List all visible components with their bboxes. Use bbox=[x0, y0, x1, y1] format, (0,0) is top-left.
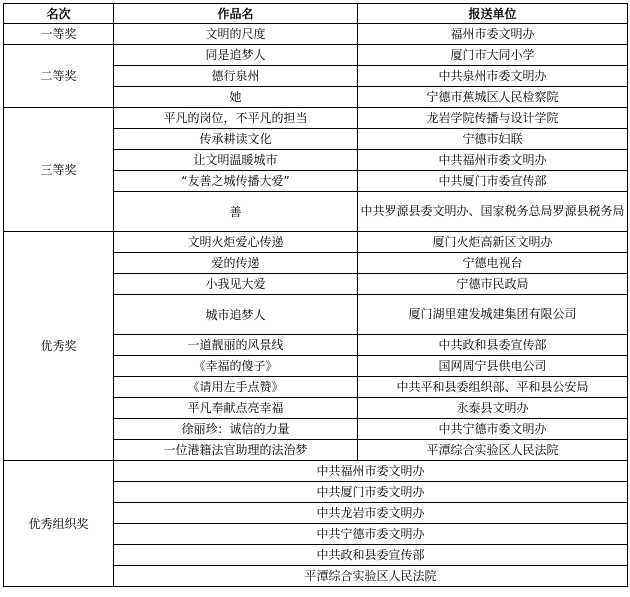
work-title: 文明火炬爱心传递 bbox=[114, 232, 358, 253]
submitting-unit: 厦门湖里建发城建集团有限公司 bbox=[358, 295, 628, 335]
submitting-unit: 龙岩学院传播与设计学院 bbox=[358, 108, 628, 129]
work-title: 小我见大爱 bbox=[114, 274, 358, 295]
work-title: 善 bbox=[114, 192, 358, 232]
submitting-unit: 福州市委文明办 bbox=[358, 24, 628, 45]
submitting-unit: 厦门火炬高新区文明办 bbox=[358, 232, 628, 253]
submitting-unit: 中共福州市委文明办 bbox=[358, 150, 628, 171]
table-row bbox=[4, 24, 628, 45]
submitting-unit: 厦门市大同小学 bbox=[358, 45, 628, 66]
header-rank: 名次 bbox=[4, 4, 114, 24]
table-row bbox=[4, 108, 628, 129]
submitting-unit: 永泰县文明办 bbox=[358, 398, 628, 419]
header-unit: 报送单位 bbox=[358, 4, 628, 24]
table-row bbox=[4, 461, 628, 482]
submitting-unit: 宁德市民政局 bbox=[358, 274, 628, 295]
awards-table bbox=[3, 3, 628, 587]
work-title: 《请用左手点赞》 bbox=[114, 377, 358, 398]
header-work: 作品名 bbox=[114, 4, 358, 24]
organization-unit: 中共龙岩市委文明办 bbox=[114, 503, 628, 524]
submitting-unit: 国网周宁县供电公司 bbox=[358, 356, 628, 377]
work-title: 文明的尺度 bbox=[114, 24, 358, 45]
category-organization: 优秀组织奖 bbox=[4, 461, 114, 587]
category-first: 一等奖 bbox=[4, 24, 114, 45]
submitting-unit: 宁德市妇联 bbox=[358, 129, 628, 150]
organization-unit: 平潭综合实验区人民法院 bbox=[114, 566, 628, 587]
category-excellent: 优秀奖 bbox=[4, 232, 114, 461]
submitting-unit: 中共罗源县委文明办、国家税务总局罗源县税务局 bbox=[358, 192, 628, 232]
submitting-unit: 平潭综合实验区人民法院 bbox=[358, 440, 628, 461]
category-third: 三等奖 bbox=[4, 108, 114, 232]
work-title: 她 bbox=[114, 87, 358, 108]
submitting-unit: 中共厦门市委宣传部 bbox=[358, 171, 628, 192]
organization-unit: 中共政和县委宣传部 bbox=[114, 545, 628, 566]
work-title: “友善之城传播大爱” bbox=[114, 171, 358, 192]
category-second: 二等奖 bbox=[4, 45, 114, 108]
work-title: 同是追梦人 bbox=[114, 45, 358, 66]
submitting-unit: 宁德市蕉城区人民检察院 bbox=[358, 87, 628, 108]
work-title: 《幸福的傻子》 bbox=[114, 356, 358, 377]
submitting-unit: 宁德电视台 bbox=[358, 253, 628, 274]
work-title: 一位港籍法官助理的法治梦 bbox=[114, 440, 358, 461]
work-title: 城市追梦人 bbox=[114, 295, 358, 335]
work-title: 德行泉州 bbox=[114, 66, 358, 87]
organization-unit: 中共宁德市委文明办 bbox=[114, 524, 628, 545]
submitting-unit: 中共政和县委宣传部 bbox=[358, 335, 628, 356]
work-title: 徐丽珍：诚信的力量 bbox=[114, 419, 358, 440]
submitting-unit: 中共宁德市委文明办 bbox=[358, 419, 628, 440]
table-row bbox=[4, 45, 628, 66]
work-title: 传承耕读文化 bbox=[114, 129, 358, 150]
header-row bbox=[4, 4, 628, 24]
work-title: 让文明温暖城市 bbox=[114, 150, 358, 171]
work-title: 平凡的岗位，不平凡的担当 bbox=[114, 108, 358, 129]
work-title: 爱的传递 bbox=[114, 253, 358, 274]
organization-unit: 中共厦门市委文明办 bbox=[114, 482, 628, 503]
work-title: 平凡奉献点亮幸福 bbox=[114, 398, 358, 419]
work-title: 一道靓丽的风景线 bbox=[114, 335, 358, 356]
submitting-unit: 中共泉州市委文明办 bbox=[358, 66, 628, 87]
organization-unit: 中共福州市委文明办 bbox=[114, 461, 628, 482]
table-row bbox=[4, 232, 628, 253]
submitting-unit: 中共平和县委组织部、平和县公安局 bbox=[358, 377, 628, 398]
